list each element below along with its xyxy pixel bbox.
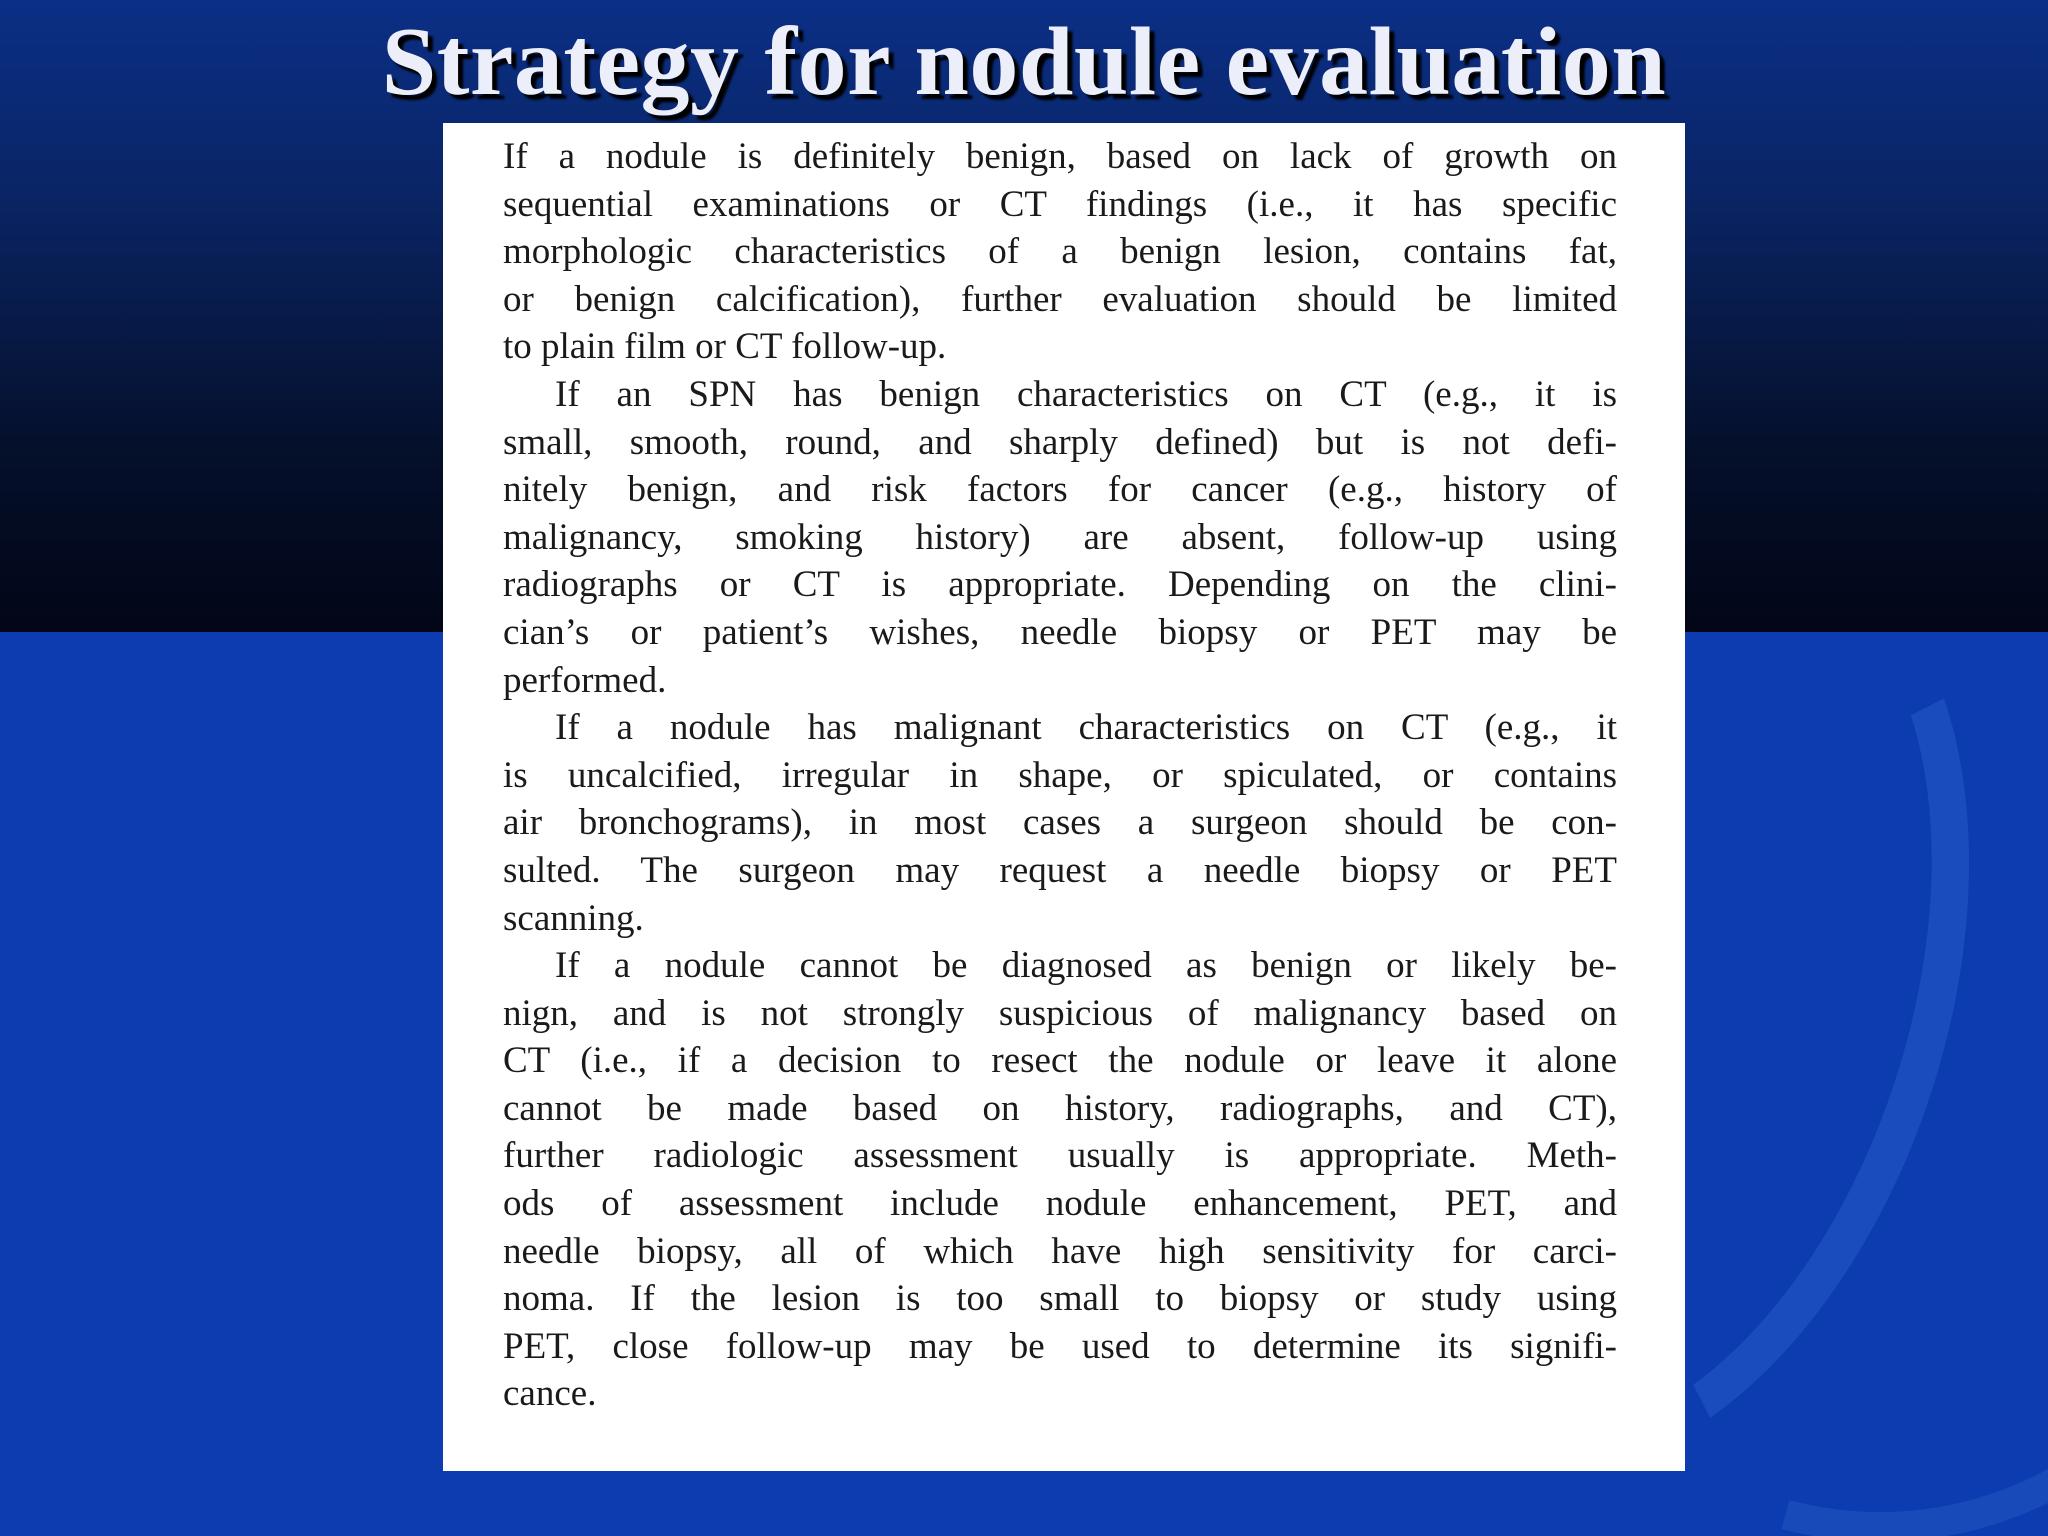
text-line: cian’s or patient’s wishes, needle biopsy or PET may be — [503, 611, 1617, 653]
slide-title: Strategy for nodule evaluation — [381, 8, 1667, 116]
text-line: If a nodule is definitely benign, based on lack of growth on — [503, 136, 1617, 177]
text-line: malignancy, smoking history) are absent, follow-up using — [503, 516, 1617, 558]
text-line: is uncalcified, irregular in shape, or spiculated, or contains — [503, 754, 1617, 796]
text-line: cannot be made based on history, radiographs, and CT), — [503, 1087, 1617, 1129]
paragraph — [503, 704, 1617, 942]
text-line: cance. — [503, 1373, 597, 1415]
text-line: PET, close follow-up may be used to determine its signifi- — [503, 1325, 1617, 1367]
text-line: scanning. — [503, 897, 644, 939]
text-line: morphologic characteristics of a benign lesion, contains fat, — [503, 231, 1617, 273]
text-line: radiographs or CT is appropriate. Depending on the clini- — [503, 564, 1617, 606]
text-line: air bronchograms), in most cases a surgeon should be con- — [503, 802, 1617, 844]
paragraph — [503, 371, 1617, 704]
text-line: or benign calcification), further evaluation should be limited — [503, 278, 1617, 320]
text-line: If a nodule cannot be diagnosed as benign or likely be- — [555, 945, 1617, 987]
text-line: sulted. The surgeon may request a needle biopsy or PET — [503, 849, 1617, 891]
text-line: further radiologic assessment usually is appropriate. Meth- — [503, 1135, 1617, 1177]
scanned-text-page — [443, 123, 1685, 1471]
text-line: If a nodule has malignant characteristics on CT (e.g., it — [555, 707, 1617, 749]
text-line: needle biopsy, all of which have high sensitivity for carci- — [503, 1230, 1617, 1272]
text-line: to plain film or CT follow-up. — [503, 326, 947, 368]
paragraph — [503, 942, 1617, 1418]
text-line: small, smooth, round, and sharply defined) but is not defi- — [503, 421, 1617, 463]
page-body-text — [503, 133, 1617, 1418]
paragraph — [503, 133, 1617, 371]
text-line: If an SPN has benign characteristics on CT (e.g., it is — [555, 373, 1617, 415]
text-line: CT (i.e., if a decision to resect the nodule or leave it alone — [503, 1040, 1617, 1082]
text-line: nign, and is not strongly suspicious of malignancy based on — [503, 992, 1617, 1034]
text-line: ods of assessment include nodule enhancement, PET, and — [503, 1183, 1617, 1225]
text-line: sequential examinations or CT findings (i.e., it has specific — [503, 183, 1617, 225]
text-line: performed. — [503, 659, 667, 701]
text-line: noma. If the lesion is too small to biopsy or study using — [503, 1278, 1617, 1320]
text-line: nitely benign, and risk factors for cancer (e.g., history of — [503, 469, 1617, 511]
